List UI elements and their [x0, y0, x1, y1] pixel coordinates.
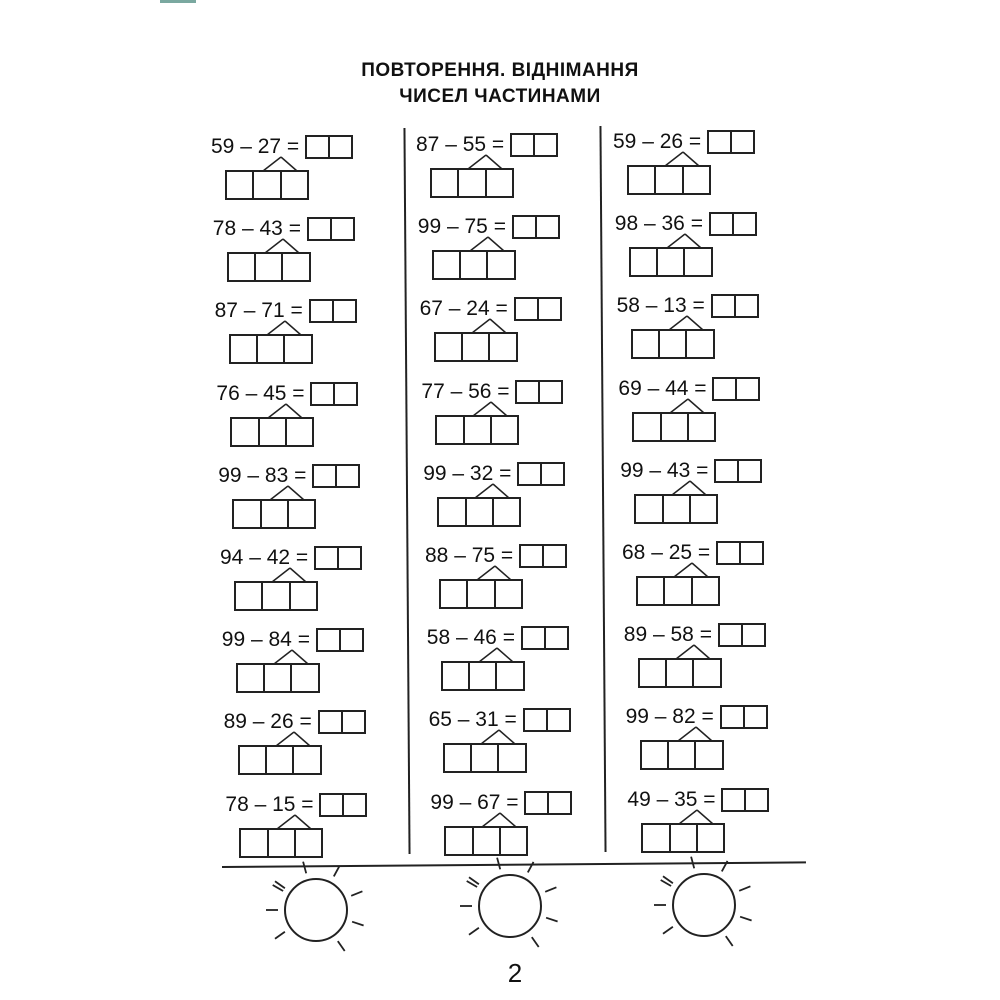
split-box-cell[interactable]: [485, 170, 512, 196]
split-box-cell[interactable]: [289, 583, 316, 609]
sun-ray: [545, 887, 556, 892]
split-lines: [613, 129, 773, 169]
split-box-cell[interactable]: [229, 254, 254, 280]
split-line-right: [697, 810, 713, 824]
split-box-cell[interactable]: [234, 501, 259, 527]
split-line-left: [679, 810, 697, 824]
split-boxes: [236, 663, 320, 693]
page-title-line-2: ЧИСЕЛ ЧАСТИНАМИ: [399, 86, 601, 107]
split-lines: [420, 296, 580, 336]
split-line-left: [473, 402, 491, 416]
split-boxes: [229, 334, 313, 364]
equation-text: 88 – 75 =: [425, 544, 514, 567]
split-box-cell[interactable]: [463, 417, 490, 443]
split-line-left: [272, 568, 290, 582]
split-box-cell[interactable]: [490, 417, 517, 443]
equation-text: 78 – 15 =: [225, 792, 314, 816]
problem-item: [626, 704, 816, 784]
split-lines: [225, 792, 385, 832]
split-box-cell[interactable]: [238, 665, 263, 691]
sun-ray: [334, 866, 340, 877]
problem-item: [622, 540, 812, 620]
sun-ray: [726, 936, 733, 946]
problem-item: [427, 625, 617, 705]
problem-item: [423, 461, 613, 541]
split-boxes: [443, 743, 527, 773]
split-box-cell[interactable]: [260, 501, 287, 527]
split-line-right: [491, 402, 507, 416]
split-line-right: [495, 566, 511, 580]
split-box-cell[interactable]: [227, 172, 252, 198]
split-box-cell[interactable]: [660, 414, 687, 440]
split-box-cell[interactable]: [642, 742, 667, 768]
split-box-cell[interactable]: [494, 581, 521, 607]
split-box-cell[interactable]: [658, 331, 685, 357]
split-line-right: [286, 404, 302, 418]
equation-text: 87 – 55 =: [416, 133, 505, 156]
split-boxes: [439, 579, 523, 609]
sun-icon: [450, 851, 570, 961]
split-boxes: [640, 740, 724, 770]
split-lines: [430, 790, 590, 830]
split-boxes: [430, 168, 514, 198]
split-lines: [215, 298, 375, 338]
sun-ray: [663, 927, 673, 934]
split-line-right: [292, 650, 308, 664]
split-lines: [216, 381, 376, 421]
problem-item: [429, 707, 619, 787]
equation-text: 94 – 42 =: [220, 546, 309, 569]
split-line-right: [294, 732, 310, 746]
split-box-cell[interactable]: [263, 665, 290, 691]
split-box-cell[interactable]: [495, 663, 522, 689]
split-line-right: [688, 399, 704, 413]
split-box-cell[interactable]: [439, 499, 464, 525]
equation-text: 99 – 75 =: [417, 215, 506, 239]
problem-item: [416, 132, 606, 212]
split-boxes: [225, 170, 309, 200]
split-line-left: [479, 648, 497, 662]
split-box-cell[interactable]: [432, 170, 457, 196]
corner-color-mark: [160, 0, 196, 3]
split-box-cell[interactable]: [287, 501, 314, 527]
equation-text: 59 – 26 =: [613, 130, 702, 153]
sun-icon: [256, 855, 376, 965]
split-box-cell[interactable]: [682, 167, 709, 193]
split-line-right: [500, 813, 516, 827]
split-box-cell[interactable]: [629, 167, 654, 193]
split-boxes: [434, 332, 518, 362]
split-boxes: [636, 576, 720, 606]
problem-item: [220, 545, 410, 625]
split-boxes: [227, 252, 311, 282]
page-title-line-1: ПОВТОРЕННЯ. ВІДНІМАННЯ: [361, 60, 639, 81]
split-line-left: [263, 157, 281, 171]
split-line-right: [488, 237, 504, 251]
split-box-cell[interactable]: [466, 581, 493, 607]
split-box-cell[interactable]: [436, 334, 461, 360]
split-boxes: [627, 165, 711, 195]
split-box-cell[interactable]: [256, 336, 283, 362]
split-box-cell[interactable]: [434, 252, 459, 278]
split-box-cell[interactable]: [457, 170, 484, 196]
split-line-left: [265, 239, 283, 253]
split-box-cell[interactable]: [492, 499, 519, 525]
sun-ray: [532, 937, 539, 947]
split-box-cell[interactable]: [254, 254, 281, 280]
split-box-cell[interactable]: [631, 249, 656, 275]
problem-item: [213, 216, 403, 296]
problem-item: [216, 381, 406, 461]
split-box-cell[interactable]: [437, 417, 462, 443]
split-line-left: [472, 319, 490, 333]
split-box-cell[interactable]: [465, 499, 492, 525]
split-line-right: [687, 316, 703, 330]
sun-ray: [303, 862, 306, 874]
split-line-left: [267, 321, 285, 335]
split-box-cell[interactable]: [486, 252, 513, 278]
split-line-right: [692, 563, 708, 577]
sun-ray: [546, 918, 558, 922]
equation-text: 99 – 32 =: [423, 461, 512, 485]
equation-text: 99 – 43 =: [620, 458, 709, 482]
split-lines: [218, 463, 378, 503]
problem-item: [218, 463, 408, 543]
sun-ray: [740, 917, 752, 921]
split-lines: [622, 540, 782, 580]
split-line-left: [270, 486, 288, 500]
split-line-right: [283, 239, 299, 253]
split-box-cell[interactable]: [468, 663, 495, 689]
split-line-left: [676, 645, 694, 659]
split-box-cell[interactable]: [685, 331, 712, 357]
problem-item: [211, 134, 401, 214]
equation-text: 99 – 82 =: [625, 705, 714, 729]
split-line-right: [696, 727, 712, 741]
split-line-left: [678, 727, 696, 741]
split-box-cell[interactable]: [663, 578, 690, 604]
sun-ray: [338, 941, 345, 951]
equation-text: 78 – 43 =: [212, 217, 301, 241]
split-box-cell[interactable]: [294, 830, 321, 856]
split-line-right: [288, 486, 304, 500]
problem-item: [215, 298, 405, 378]
split-box-cell[interactable]: [499, 828, 526, 854]
sun-ray: [275, 932, 285, 939]
split-box-cell[interactable]: [280, 172, 307, 198]
split-line-left: [468, 155, 486, 169]
problem-item: [421, 379, 611, 459]
split-lines: [416, 132, 576, 172]
split-line-right: [295, 815, 311, 829]
split-box-cell[interactable]: [683, 249, 710, 275]
split-box-cell[interactable]: [689, 496, 716, 522]
split-line-right: [281, 157, 297, 171]
split-box-cell[interactable]: [696, 825, 723, 851]
split-lines: [429, 707, 589, 747]
split-line-left: [672, 481, 690, 495]
equation-text: 58 – 13 =: [616, 294, 705, 318]
split-line-left: [670, 399, 688, 413]
split-lines: [220, 545, 380, 585]
problem-item: [613, 129, 803, 209]
sun-ray: [739, 886, 750, 891]
split-box-cell[interactable]: [290, 665, 317, 691]
split-lines: [624, 622, 784, 662]
split-box-cell[interactable]: [241, 830, 266, 856]
split-box-cell[interactable]: [267, 830, 294, 856]
split-box-cell[interactable]: [283, 336, 310, 362]
equation-text: 65 – 31 =: [428, 708, 517, 732]
problem-item: [618, 376, 808, 456]
split-box-cell[interactable]: [687, 414, 714, 440]
split-line-left: [277, 815, 295, 829]
split-line-right: [497, 648, 513, 662]
split-line-right: [285, 321, 301, 335]
split-box-cell[interactable]: [643, 825, 668, 851]
split-boxes: [230, 417, 314, 447]
split-box-cell[interactable]: [461, 334, 488, 360]
problem-item: [224, 709, 414, 789]
split-boxes: [641, 823, 725, 853]
split-line-left: [674, 563, 692, 577]
problem-item: [222, 627, 412, 707]
split-line-right: [493, 484, 509, 498]
split-box-cell[interactable]: [633, 331, 658, 357]
split-boxes: [239, 828, 323, 858]
page-number: 2: [507, 958, 523, 988]
split-line-left: [268, 404, 286, 418]
split-lines: [421, 379, 581, 419]
split-lines: [626, 704, 786, 744]
split-boxes: [638, 658, 722, 688]
split-box-cell[interactable]: [497, 745, 524, 771]
split-lines: [224, 709, 384, 749]
sun-ray: [722, 861, 728, 872]
split-box-cell[interactable]: [472, 828, 499, 854]
equation-text: 99 – 84 =: [221, 628, 310, 652]
problem-item: [620, 458, 810, 538]
split-lines: [425, 543, 585, 583]
split-box-cell[interactable]: [667, 742, 694, 768]
split-box-cell[interactable]: [459, 252, 486, 278]
problem-item: [420, 296, 610, 376]
sun-ray: [351, 891, 362, 896]
split-line-right: [690, 481, 706, 495]
split-line-left: [669, 316, 687, 330]
split-line-right: [694, 645, 710, 659]
split-box-cell[interactable]: [252, 172, 279, 198]
split-line-left: [274, 650, 292, 664]
split-box-cell[interactable]: [285, 419, 312, 445]
split-box-cell[interactable]: [292, 747, 319, 773]
split-box-cell[interactable]: [281, 254, 308, 280]
split-boxes: [629, 247, 713, 277]
problem-item: [615, 211, 805, 291]
equation-text: 69 – 44 =: [618, 376, 707, 400]
split-boxes: [238, 745, 322, 775]
split-lines: [618, 376, 778, 416]
split-line-left: [665, 152, 683, 166]
split-box-cell[interactable]: [662, 496, 689, 522]
problem-item: [624, 622, 814, 702]
equation-text: 77 – 56 =: [421, 379, 510, 403]
split-boxes: [634, 494, 718, 524]
equation-text: 49 – 35 =: [627, 787, 716, 811]
split-lines: [627, 787, 787, 827]
sun-ray: [352, 922, 364, 926]
split-box-cell[interactable]: [443, 663, 468, 689]
problem-item: [617, 293, 807, 373]
split-line-left: [475, 484, 493, 498]
split-box-cell[interactable]: [640, 660, 665, 686]
split-box-cell[interactable]: [692, 660, 719, 686]
equation-text: 76 – 45 =: [216, 381, 305, 405]
split-boxes: [234, 581, 318, 611]
sun-ray: [497, 858, 500, 870]
equation-text: 98 – 36 =: [614, 212, 703, 236]
split-lines: [222, 627, 382, 667]
split-box-cell[interactable]: [634, 414, 659, 440]
split-lines: [423, 461, 583, 501]
split-line-left: [667, 234, 685, 248]
equation-text: 99 – 83 =: [218, 463, 307, 487]
split-box-cell[interactable]: [669, 825, 696, 851]
split-box-cell[interactable]: [638, 578, 663, 604]
equation-text: 99 – 67 =: [430, 790, 519, 814]
equation-text: 67 – 24 =: [419, 297, 508, 321]
split-line-right: [499, 730, 515, 744]
split-boxes: [437, 497, 521, 527]
split-line-right: [490, 319, 506, 333]
split-box-cell[interactable]: [654, 167, 681, 193]
sun-icon: [644, 850, 764, 960]
split-box-cell[interactable]: [265, 747, 292, 773]
equation-text: 58 – 46 =: [426, 626, 515, 650]
split-box-cell[interactable]: [240, 747, 265, 773]
split-line-left: [481, 730, 499, 744]
split-lines: [427, 625, 587, 665]
split-lines: [211, 134, 371, 174]
split-boxes: [441, 661, 525, 691]
split-lines: [620, 458, 780, 498]
split-box-cell[interactable]: [231, 336, 256, 362]
split-boxes: [232, 499, 316, 529]
split-box-cell[interactable]: [232, 419, 257, 445]
split-line-left: [482, 813, 500, 827]
split-box-cell[interactable]: [691, 578, 718, 604]
split-lines: [213, 216, 373, 256]
equation-text: 59 – 27 =: [211, 135, 300, 158]
split-lines: [615, 211, 775, 251]
split-boxes: [432, 250, 516, 280]
split-boxes: [435, 415, 519, 445]
sun-ray: [691, 857, 694, 869]
equation-text: 87 – 71 =: [214, 299, 303, 323]
split-box-cell[interactable]: [636, 496, 661, 522]
split-line-right: [683, 152, 699, 166]
split-line-left: [470, 237, 488, 251]
sun-ray: [528, 862, 534, 873]
split-line-right: [486, 155, 502, 169]
problem-item: [418, 214, 608, 294]
split-box-cell[interactable]: [665, 660, 692, 686]
equation-text: 89 – 58 =: [623, 623, 712, 647]
sun-ray: [469, 928, 479, 935]
split-lines: [418, 214, 578, 254]
equation-text: 89 – 26 =: [223, 710, 312, 734]
split-box-cell[interactable]: [470, 745, 497, 771]
split-box-cell[interactable]: [236, 583, 261, 609]
split-box-cell[interactable]: [446, 828, 471, 854]
split-box-cell[interactable]: [694, 742, 721, 768]
split-box-cell[interactable]: [258, 419, 285, 445]
split-box-cell[interactable]: [445, 745, 470, 771]
split-box-cell[interactable]: [261, 583, 288, 609]
split-boxes: [632, 412, 716, 442]
split-box-cell[interactable]: [441, 581, 466, 607]
split-line-left: [477, 566, 495, 580]
equation-text: 68 – 25 =: [622, 541, 711, 564]
split-lines: [617, 293, 777, 333]
problem-item: [425, 543, 615, 623]
split-line-right: [290, 568, 306, 582]
split-line-right: [685, 234, 701, 248]
split-box-cell[interactable]: [656, 249, 683, 275]
split-line-left: [276, 732, 294, 746]
split-boxes: [631, 329, 715, 359]
split-box-cell[interactable]: [488, 334, 515, 360]
